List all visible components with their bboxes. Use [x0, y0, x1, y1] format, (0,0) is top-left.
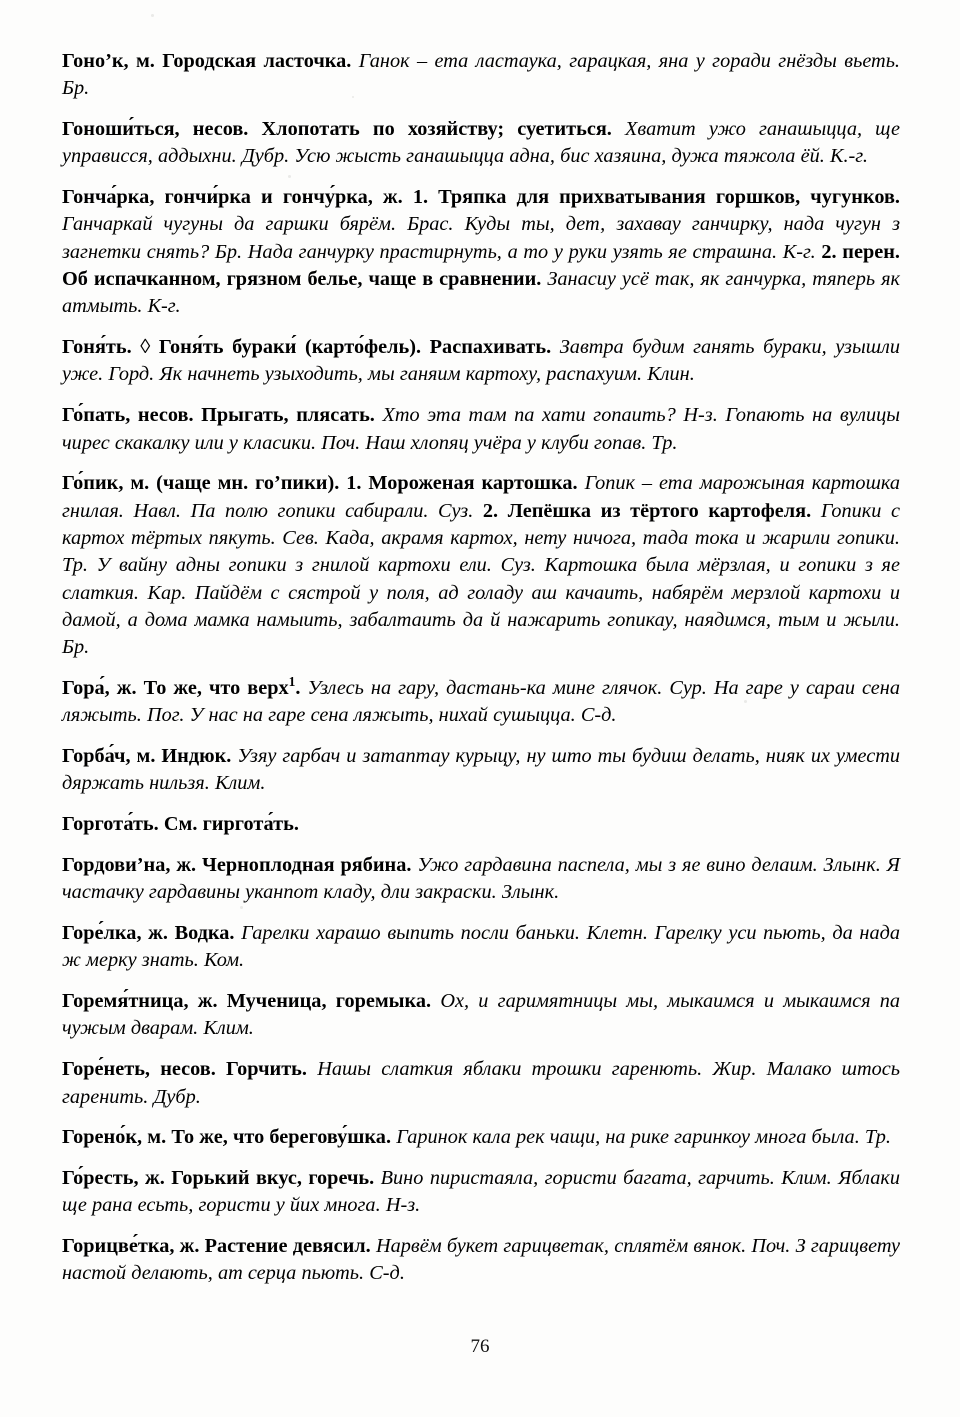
dictionary-entry — [62, 116, 900, 171]
entry-example: Хватит ужо ганашыцца, ще управисся, аддыхни. Дубр. Усю жысть ганашыцца адна, бис хазяина, дужа тяжола ёй. К.-г. — [62, 118, 901, 168]
dictionary-entry — [62, 1056, 900, 1111]
entry-headword-text: Гора́, ж. То же, что верх — [62, 676, 289, 699]
entry-example: Нашы слаткия яблаки трошки гаренють. Жир. Малако штось гаренить. Дубр. — [62, 1058, 901, 1108]
entry-example: Гопик – ета марожыная картошка гнилая. Навл. Па полю гопики сабирали. Суз. — [62, 472, 901, 522]
entry-headword: Горба́ч, м. Индюк. — [62, 745, 232, 768]
dictionary-entry — [62, 1165, 900, 1220]
dictionary-entry — [62, 852, 900, 907]
entry-example: Узлесь на гару, дастань-ка мине глячок. Сур. На гаре у сараи сена ляжыть. Пог. У нас на гаре сена ляжыть, нихай сушыцца. С-д. — [62, 676, 900, 727]
entry-headword: Гоно’к, м. Городская ласточка. — [62, 50, 352, 72]
lozenge-icon: ◊ — [140, 336, 151, 359]
entry-headword — [62, 674, 301, 699]
entry-example: Хто эта там па хати гопаить? Н-з. Гопають на вулицы чирес скакалку или у класики. Поч. Наш хлопяц учёра у клуби гопав. Тр. — [62, 404, 900, 454]
entry-sense-2-definition: 2. Лепёшка из тёртого картофеля. — [482, 499, 812, 522]
page-body — [62, 48, 900, 1288]
entry-example: Гаринок кала рек чащи, на рике гаринкоу многа была. Тр. — [396, 1126, 891, 1149]
entry-headword: Гоня́ть бураки́ (карто́фель). Распахивать. — [158, 336, 552, 359]
homonym-superscript: 1 — [288, 674, 296, 690]
page-number: 76 — [470, 1336, 490, 1357]
entry-sense-2-definition: 2. перен. Об испачканном, грязном белье, чаще в сравнении. — [62, 240, 901, 291]
entry-example: Вино пиристаяла, гористи багата, гарчить. Клим. Яблаки ще рана есьть, гористи у йих многа. Н-з. — [62, 1167, 901, 1217]
entry-example: Ганок – ета ластаука, гарацкая, яна у горади гнёзды вьеть. Бр. — [62, 50, 900, 100]
dictionary-entry — [62, 334, 900, 389]
entry-example: Ганчаркай чугуны да гаршки бярём. Брас. Куды ты, дет, захавау ганчирку, нада чугун з загнетки снять? Бр. Нада ганчурку прастирнуть, а то у руки узять яе страшна. К-г. — [62, 213, 900, 263]
entry-headword-lead: Гоня́ть. — [62, 336, 132, 359]
entry-headword: Горемя́тница, ж. Мученица, горемыка. — [62, 990, 432, 1013]
dictionary-entry — [62, 1233, 900, 1288]
dictionary-entry — [62, 811, 900, 838]
entry-example: Ужо гардавина паспела, мы з яе вино делаим. Злынк. Я частачку гардавины уканпот кладу, дли закраски. Злынк. — [62, 853, 900, 904]
entry-headword: Го́пать, несов. Прыгать, плясать. — [62, 404, 375, 427]
entry-headword: Горено́к, м. То же, что берегову́шка. — [62, 1126, 392, 1149]
scan-speck — [151, 14, 154, 17]
entry-headword-punct: . — [295, 676, 301, 699]
dictionary-entry — [62, 184, 900, 320]
entry-headword: Горицве́тка, ж. Растение девясил. — [62, 1235, 371, 1258]
entry-headword: Гонча́рка, гончи́рка и гончу́рка, ж. 1. Тряпка для прихватывания горшков, чугунков. — [62, 186, 900, 209]
entry-headword: Горе́лка, ж. Водка. — [62, 922, 235, 945]
entry-example: Нарвём букет гарицветак, сплятём вянок. Поч. З гарицвету настой делають, ат серца пьють. С-д. — [62, 1235, 900, 1285]
entry-headword: Го́пик, м. (чаще мн. го’пики). 1. Мороженая картошка. — [62, 472, 578, 495]
dictionary-entry — [62, 470, 900, 661]
dictionary-entry — [62, 743, 900, 798]
entry-sense-2-example: Гопики с картох тёртых пякуть. Сев. Када, акрамя картох, нету ничога, тада тока и жарили гопики. Тр. У вайну адны гопики з гнилой картохи ели. Суз. Картошка была мёрзлая, и гопики з яе слаткия. Кар. Пайдём с сястрой у поля, ад голаду аш качаить, набярём мерзлой картохи и дамой, а дома мамка намыить, забалтаить да й нажарить гопикау, наядимся, тым и жыли. Бр. — [62, 499, 901, 659]
dictionary-entry — [62, 1124, 900, 1151]
dictionary-entry — [62, 48, 900, 103]
entry-headword: Гоноши́ться, несов. Хлопотать по хозяйству; суетиться. — [62, 118, 612, 141]
entry-example: Ох, и гаримятницы мы, мыкаимся и мыкаимся па чужым дварам. Клим. — [62, 990, 901, 1040]
entry-headword: Го́ресть, ж. Горький вкус, горечь. — [62, 1167, 375, 1190]
entry-example: Узяу гарбач и затаптау курыцу, ну што ты будиш делать, нияк их умести дяржать нильзя. Клим. — [62, 745, 901, 795]
entry-example: Гарелки харашо выпить посли баньки. Клетн. Гарелку уси пьють, да нада ж мерку знать. Ком. — [62, 922, 901, 972]
entry-headword: Гордови’на, ж. Черноплодная рябина. — [62, 853, 412, 876]
entry-headword: Горе́неть, несов. Горчить. — [62, 1058, 307, 1081]
dictionary-entry — [62, 920, 900, 975]
dictionary-entry — [62, 402, 900, 457]
entry-sense-2-example: Занасиу усё так, як ганчурка, тяперь як атмыть. К-г. — [62, 268, 900, 318]
entry-example: Завтра будим ганять бураки, узышли уже. Горд. Як начнеть узыходить, мы ганяим картоху, распахуим. Клин. — [62, 336, 900, 386]
dictionary-entry — [62, 675, 900, 730]
entry-headword: Горгота́ть. См. гиргота́ть. — [62, 813, 299, 836]
dictionary-entry — [62, 988, 900, 1043]
